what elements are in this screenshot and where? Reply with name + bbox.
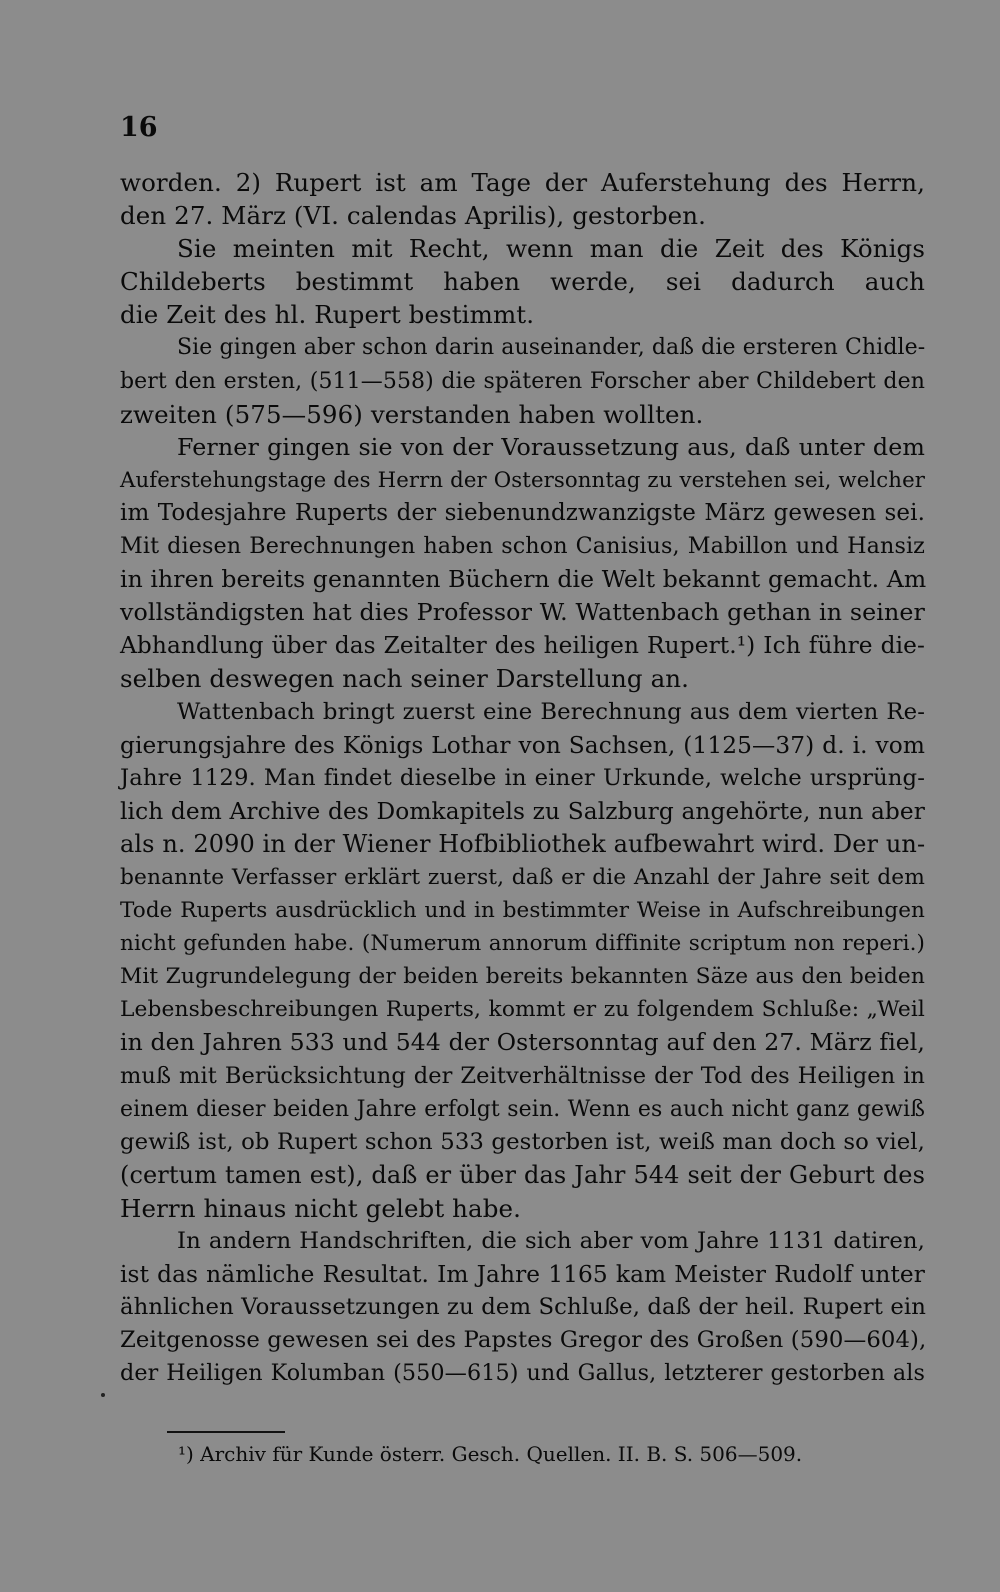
body-text (120, 166, 925, 1390)
text-line: Auferstehungstage des Herrn der Ostersonntag zu verstehen sei, welcher (120, 467, 925, 493)
text-line: ähnlichen Voraussetzungen zu dem Schluße, daß der heil. Rupert ein (120, 1294, 927, 1321)
text-line: worden. 2) Rupert ist am Tage der Auferstehung des Herrn, (120, 168, 925, 197)
text-line: ist das nämliche Resultat. Im Jahre 1165 kam Meister Rudolf unter (120, 1261, 925, 1289)
text-line: Lebensbeschreibungen Ruperts, kommt er zu folgendem Schluße: „Weil (120, 997, 925, 1023)
text-line: in ihren bereits genannten Büchern die Welt bekannt gemacht. Am (120, 565, 927, 594)
text-line: Mit diesen Berechnungen haben schon Canisius, Mabillon und Hansiz (120, 533, 925, 560)
text-line: lich dem Archive des Domkapitels zu Salzburg angehörte, nun aber (120, 797, 925, 825)
text-line: vollständigsten hat dies Professor W. Wattenbach gethan in seiner (120, 598, 925, 627)
footnote-divider (167, 1431, 285, 1433)
text-line: Childeberts bestimmt haben werde, sei dadurch auch (120, 267, 925, 297)
text-line: in den Jahren 533 und 544 der Ostersonntag auf den 27. März fiel, (120, 1028, 925, 1057)
text-line: (certum tamen est), daß er über das Jahr 544 seit der Geburt des (120, 1160, 925, 1189)
text-line: Tode Ruperts ausdrücklich und in bestimmter Weise in Aufschreibungen (120, 898, 925, 924)
text-line: bert den ersten, (511—558) die späteren Forscher aber Childebert den (120, 368, 925, 394)
text-line: gierungsjahre des Königs Lothar von Sachsen, (1125—37) d. i. vom (120, 731, 925, 759)
text-line: gewiß ist, ob Rupert schon 533 gestorben ist, weiß man doch so viel, (120, 1128, 925, 1155)
text-line: im Todesjahre Ruperts der siebenundzwanzigste März gewesen sei. (120, 499, 925, 526)
text-line: einem dieser beiden Jahre erfolgt sein. Wenn es auch nicht ganz gewiß (120, 1096, 925, 1122)
text-line: Mit Zugrundelegung der beiden bereits bekannten Säze aus den beiden (120, 964, 925, 990)
text-line: der Heiligen Kolumban (550—615) und Gallus, letzterer gestorben als (120, 1360, 925, 1387)
text-line: als n. 2090 in der Wiener Hofbibliothek aufbewahrt wird. Der un- (120, 829, 926, 858)
text-line: selben deswegen nach seiner Darstellung an. (120, 664, 690, 694)
text-line: benannte Verfasser erklärt zuerst, daß er die Anzahl der Jahre seit dem (120, 864, 925, 890)
text-line: Sie gingen aber schon darin auseinander, daß die ersteren Chidle- (177, 335, 926, 361)
text-line: die Zeit des hl. Rupert bestimmt. (120, 300, 535, 330)
page-number: 16 (120, 112, 158, 143)
text-line: muß mit Berücksichtung der Zeitverhältnisse der Tod des Heiligen in (120, 1062, 925, 1089)
margin-mark (101, 1393, 105, 1397)
text-line: zweiten (575—596) verstanden haben wollten. (120, 399, 704, 429)
text-line: Zeitgenosse gewesen sei des Papstes Gregor des Großen (590—604), (120, 1327, 927, 1354)
text-line: Abhandlung über das Zeitalter des heiligen Rupert.¹) Ich führe die- (120, 632, 925, 660)
text-line: den 27. März (VI. calendas Aprilis), gestorben. (120, 201, 707, 231)
text-line: Wattenbach bringt zuerst eine Berechnung aus dem vierten Re- (177, 698, 925, 725)
text-line: In andern Handschriften, die sich aber vom Jahre 1131 datiren, (177, 1228, 925, 1254)
text-line: nicht gefunden habe. (Numerum annorum diffinite scriptum non reperi.) (120, 931, 925, 957)
text-line: Sie meinten mit Recht, wenn man die Zeit des Königs (177, 234, 925, 264)
text-line: Jahre 1129. Man findet dieselbe in einer Urkunde, welche ursprüng- (120, 764, 925, 791)
text-line: Herrn hinaus nicht gelebt habe. (120, 1193, 522, 1223)
text-line: Ferner gingen sie von der Voraussetzung aus, daß unter dem (177, 432, 925, 461)
footnote: ¹) Archiv für Kunde österr. Gesch. Quellen. II. B. S. 506—509. (178, 1442, 803, 1466)
